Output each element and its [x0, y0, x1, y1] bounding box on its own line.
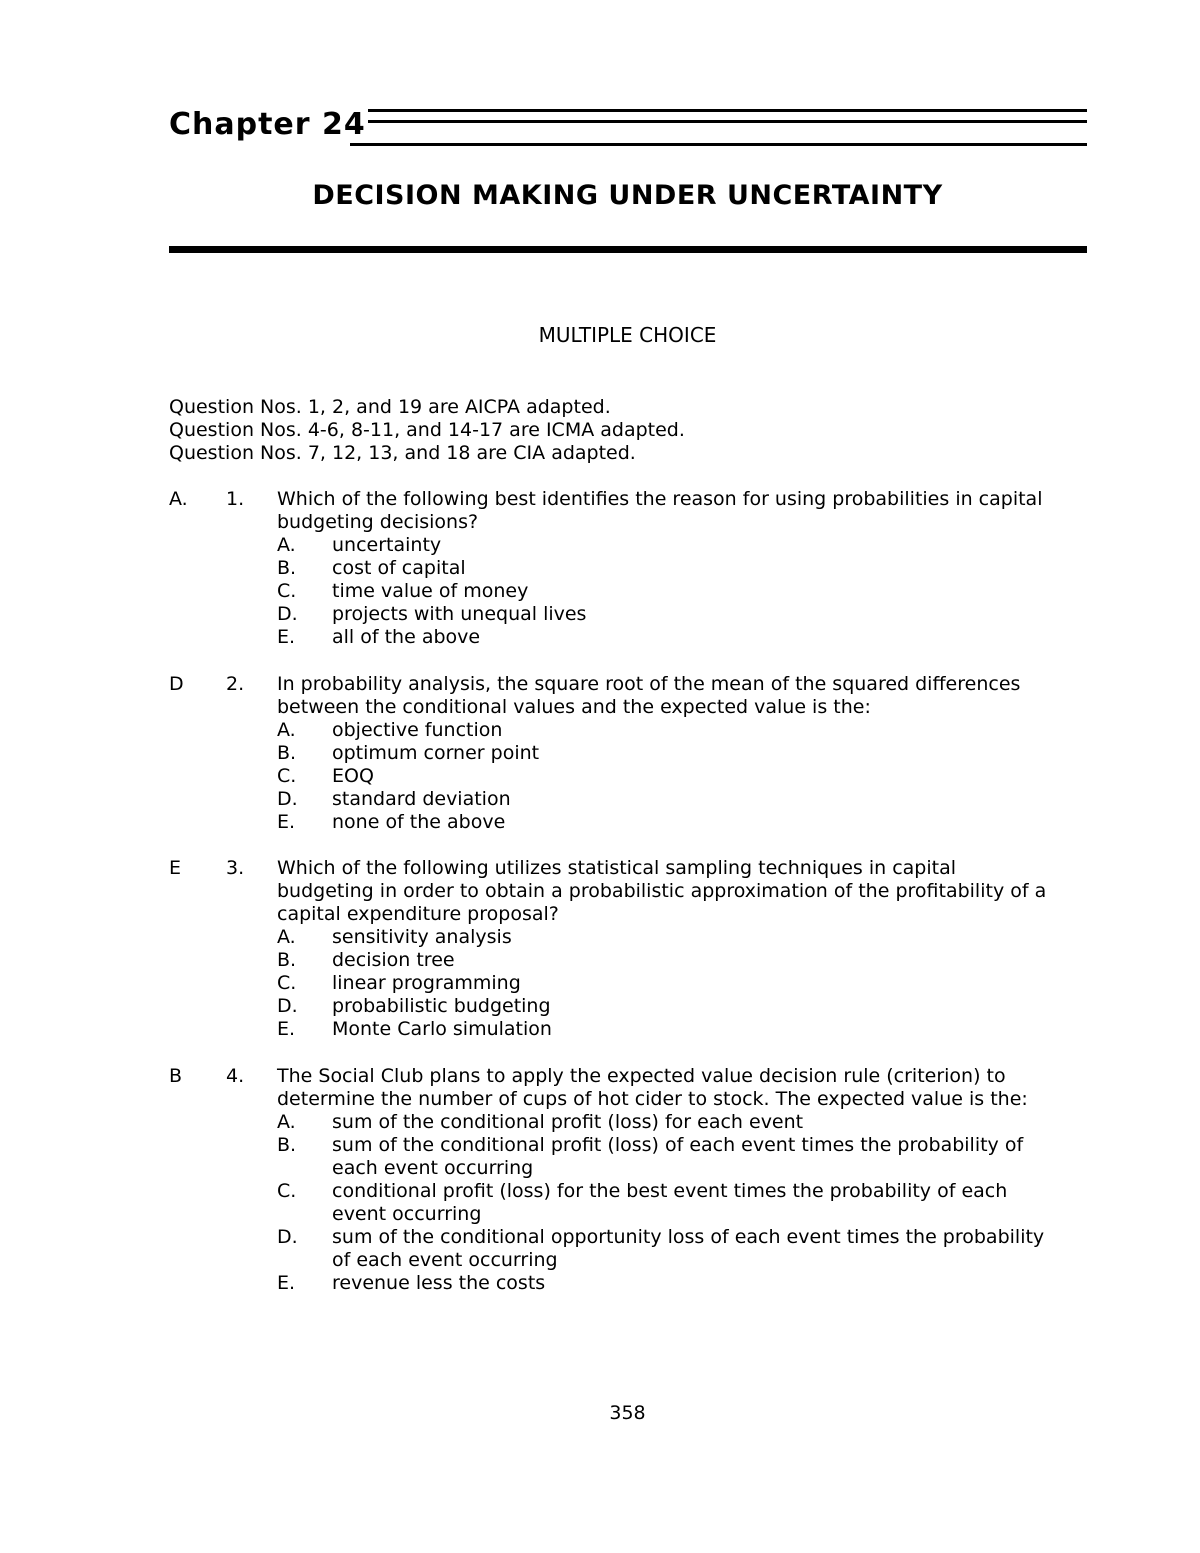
option-letter: D.: [277, 788, 298, 810]
option-c: [277, 765, 1089, 788]
option-text: EOQ: [332, 765, 374, 787]
option-text: sum of the conditional profit (loss) for each event: [332, 1111, 804, 1133]
option-letter: A.: [277, 1111, 296, 1133]
source-notes: [169, 396, 685, 465]
option-letter: B.: [277, 949, 297, 971]
option-text: time value of money: [332, 580, 529, 602]
option-text: of each event occurring: [332, 1249, 558, 1271]
question-stem: [277, 857, 1089, 926]
option-text: projects with unequal lives: [332, 603, 587, 625]
option-text: linear programming: [332, 972, 521, 994]
option-e: [277, 1272, 1089, 1295]
question-number: 3.: [226, 857, 245, 879]
source-note: Question Nos. 7, 12, 13, and 18 are CIA adapted.: [169, 442, 636, 464]
option-e: [277, 811, 1089, 834]
question-stem: [277, 488, 1089, 534]
header-rule-1: [350, 109, 1087, 112]
option-d: [277, 1226, 1089, 1272]
option-text: event occurring: [332, 1203, 482, 1225]
option-text: sum of the conditional opportunity loss of each event times the probability: [332, 1226, 1045, 1248]
question-number: 4.: [226, 1065, 245, 1087]
stem-line: In probability analysis, the square root of the mean of the squared differences: [277, 673, 1021, 695]
option-text: all of the above: [332, 626, 481, 648]
option-text: none of the above: [332, 811, 506, 833]
section-heading: MULTIPLE CHOICE: [538, 323, 717, 347]
stem-line: between the conditional values and the expected value is the:: [277, 696, 871, 718]
option-c: [277, 1180, 1089, 1226]
answer-key: D: [169, 673, 184, 695]
option-letter: D.: [277, 603, 298, 625]
option-text: optimum corner point: [332, 742, 540, 764]
option-text: Monte Carlo simulation: [332, 1018, 552, 1040]
option-letter: C.: [277, 1180, 297, 1202]
option-a: [277, 719, 1089, 742]
option-b: [277, 1134, 1089, 1180]
option-text: standard deviation: [332, 788, 511, 810]
option-c: [277, 972, 1089, 995]
option-a: [277, 1111, 1089, 1134]
stem-line: Which of the following best identifies the reason for using probabilities in capital: [277, 488, 1043, 510]
option-letter: C.: [277, 972, 297, 994]
option-e: [277, 1018, 1089, 1041]
option-letter: C.: [277, 765, 297, 787]
option-e: [277, 626, 1089, 649]
answer-key: B: [169, 1065, 183, 1087]
stem-line: The Social Club plans to apply the expected value decision rule (criterion) to: [277, 1065, 1006, 1087]
question-number: 2.: [226, 673, 245, 695]
option-text: objective function: [332, 719, 503, 741]
option-text: sensitivity analysis: [332, 926, 512, 948]
question-stem: [277, 673, 1089, 719]
answer-key: A.: [169, 488, 188, 510]
header-rule-2: [350, 120, 1087, 123]
source-note: Question Nos. 4-6, 8-11, and 14-17 are ICMA adapted.: [169, 419, 685, 441]
option-letter: D.: [277, 1226, 298, 1248]
question-1: [169, 488, 1089, 649]
option-a: [277, 926, 1089, 949]
option-c: [277, 580, 1089, 603]
page-number: 358: [609, 1402, 646, 1424]
title-rule: [169, 246, 1087, 253]
option-b: [277, 557, 1089, 580]
question-3: [169, 857, 1089, 1041]
option-letter: C.: [277, 580, 297, 602]
option-text: decision tree: [332, 949, 455, 971]
option-b: [277, 949, 1089, 972]
question-number: 1.: [226, 488, 245, 510]
option-text: probabilistic budgeting: [332, 995, 551, 1017]
option-letter: E.: [277, 626, 296, 648]
option-text: uncertainty: [332, 534, 442, 556]
question-2: [169, 673, 1089, 834]
option-letter: B.: [277, 742, 297, 764]
option-letter: B.: [277, 557, 297, 579]
stem-line: budgeting in order to obtain a probabilistic approximation of the profitability of a: [277, 880, 1047, 902]
option-b: [277, 742, 1089, 765]
option-text: cost of capital: [332, 557, 466, 579]
question-stem: [277, 1065, 1089, 1111]
option-letter: E.: [277, 1018, 296, 1040]
chapter-title: DECISION MAKING UNDER UNCERTAINTY: [312, 180, 943, 211]
option-text: each event occurring: [332, 1157, 534, 1179]
option-letter: B.: [277, 1134, 297, 1156]
option-text: revenue less the costs: [332, 1272, 546, 1294]
option-letter: E.: [277, 1272, 296, 1294]
source-note: Question Nos. 1, 2, and 19 are AICPA adapted.: [169, 396, 611, 418]
option-text: conditional profit (loss) for the best event times the probability of each: [332, 1180, 1008, 1202]
option-d: [277, 788, 1089, 811]
option-letter: E.: [277, 811, 296, 833]
chapter-heading: Chapter 24: [169, 107, 366, 142]
stem-line: capital expenditure proposal?: [277, 903, 559, 925]
answer-key: E: [169, 857, 182, 879]
stem-line: determine the number of cups of hot cider to stock. The expected value is the:: [277, 1088, 1028, 1110]
option-d: [277, 603, 1089, 626]
question-4: [169, 1065, 1089, 1295]
option-letter: A.: [277, 719, 296, 741]
stem-line: Which of the following utilizes statistical sampling techniques in capital: [277, 857, 956, 879]
stem-line: budgeting decisions?: [277, 511, 479, 533]
option-letter: A.: [277, 926, 296, 948]
option-letter: D.: [277, 995, 298, 1017]
option-letter: A.: [277, 534, 296, 556]
option-d: [277, 995, 1089, 1018]
option-text: sum of the conditional profit (loss) of each event times the probability of: [332, 1134, 1024, 1156]
header-rule-3: [350, 143, 1087, 146]
option-a: [277, 534, 1089, 557]
